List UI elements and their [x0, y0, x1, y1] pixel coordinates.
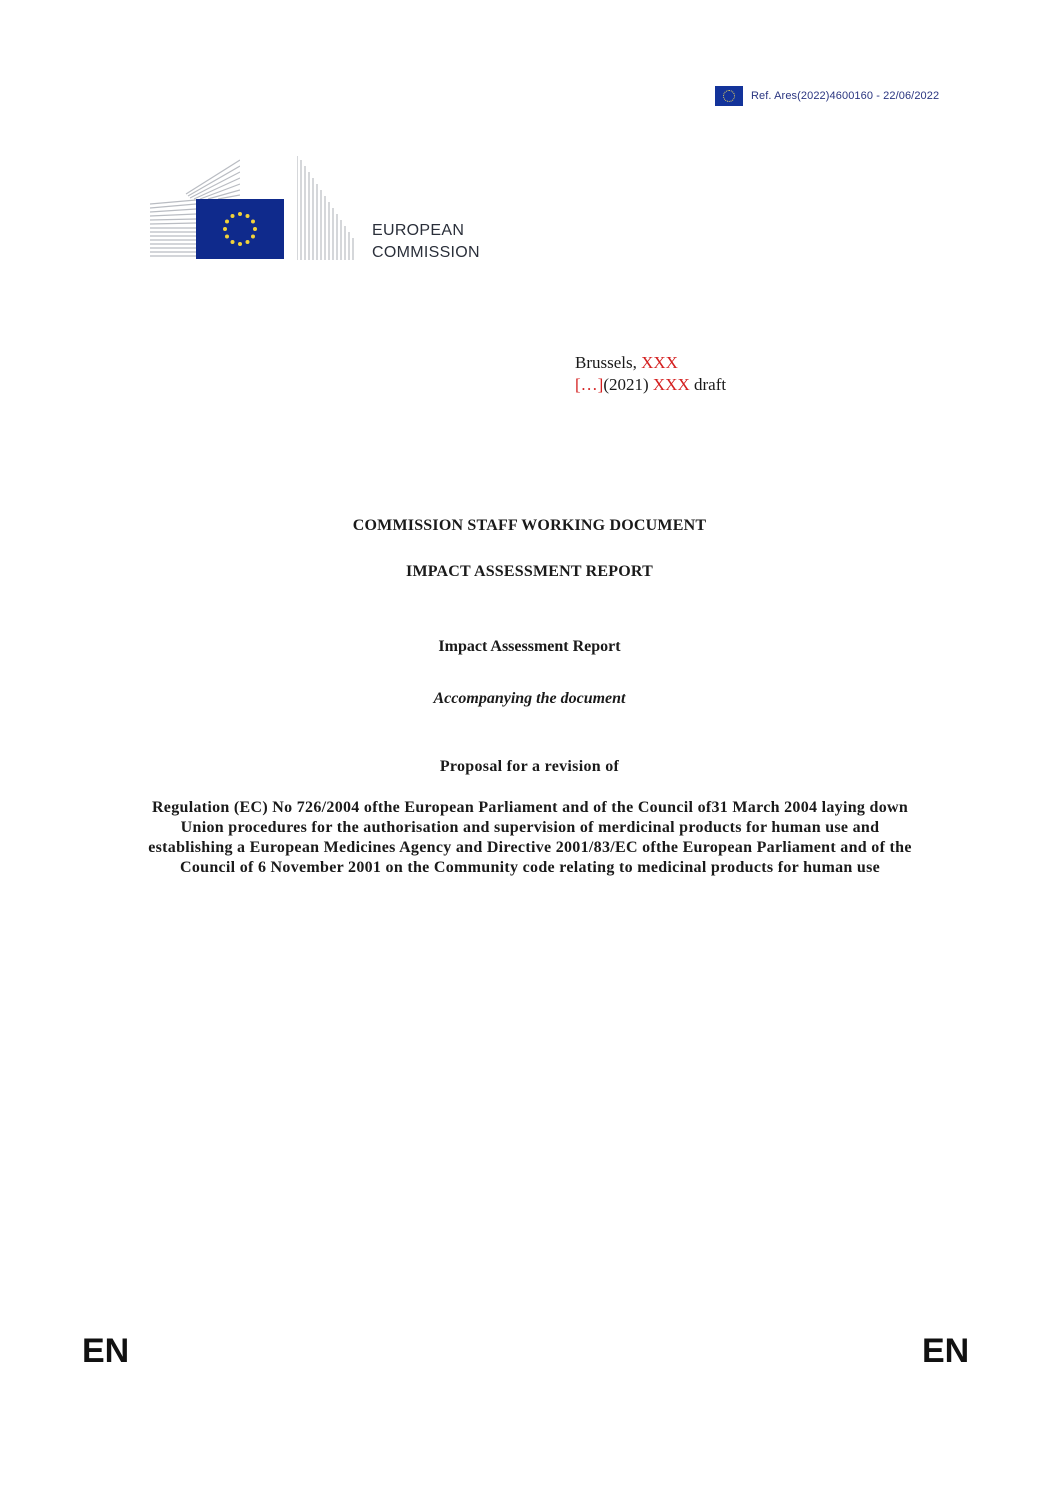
document-type: COMMISSION STAFF WORKING DOCUMENT — [352, 517, 707, 534]
language-code-right: EN — [922, 1332, 970, 1370]
wordmark-line-1: EUROPEAN — [372, 222, 465, 239]
place-line — [575, 352, 726, 374]
accompanying-label: Accompanying the document — [433, 690, 626, 707]
report-heading: IMPACT ASSESSMENT REPORT — [406, 563, 653, 580]
document-subject: Regulation (EC) No 726/2004 ofthe European Parliament and of the Council of31 March 2004 laying down Union procedures for the authorisation and supervision of merdicinal products for human use and establishing a European Medicines Agency and Directive 2001/83/EC ofthe European Parliament and of the Council of 6 November 2001 on the Community code relating to medicinal products for human use — [148, 799, 912, 876]
reference-placeholder: XXX — [652, 375, 690, 394]
logo-building-lines-right — [297, 156, 359, 261]
eu-stars-icon — [196, 199, 284, 259]
report-title: Impact Assessment Report — [438, 638, 621, 655]
document-reference-line — [575, 374, 726, 396]
wordmark-line-2: COMMISSION — [372, 244, 480, 261]
place-and-reference — [575, 352, 726, 396]
place-label: Brussels, — [575, 353, 642, 372]
registration-stamp — [715, 86, 939, 106]
language-code-left: EN — [82, 1332, 130, 1370]
draft-label: draft — [689, 375, 727, 394]
european-commission-logo — [150, 156, 360, 261]
reference-prefix: […] — [575, 375, 604, 394]
reference-year: (2021) — [603, 375, 653, 394]
eu-flag-icon — [715, 86, 743, 106]
eu-flag-emblem — [196, 199, 284, 259]
proposal-label: Proposal for a revision of — [439, 758, 620, 775]
commission-wordmark — [372, 220, 480, 264]
date-placeholder: XXX — [641, 353, 678, 372]
reference-number: Ref. Ares(2022)4600160 - 22/06/2022 — [751, 90, 940, 102]
